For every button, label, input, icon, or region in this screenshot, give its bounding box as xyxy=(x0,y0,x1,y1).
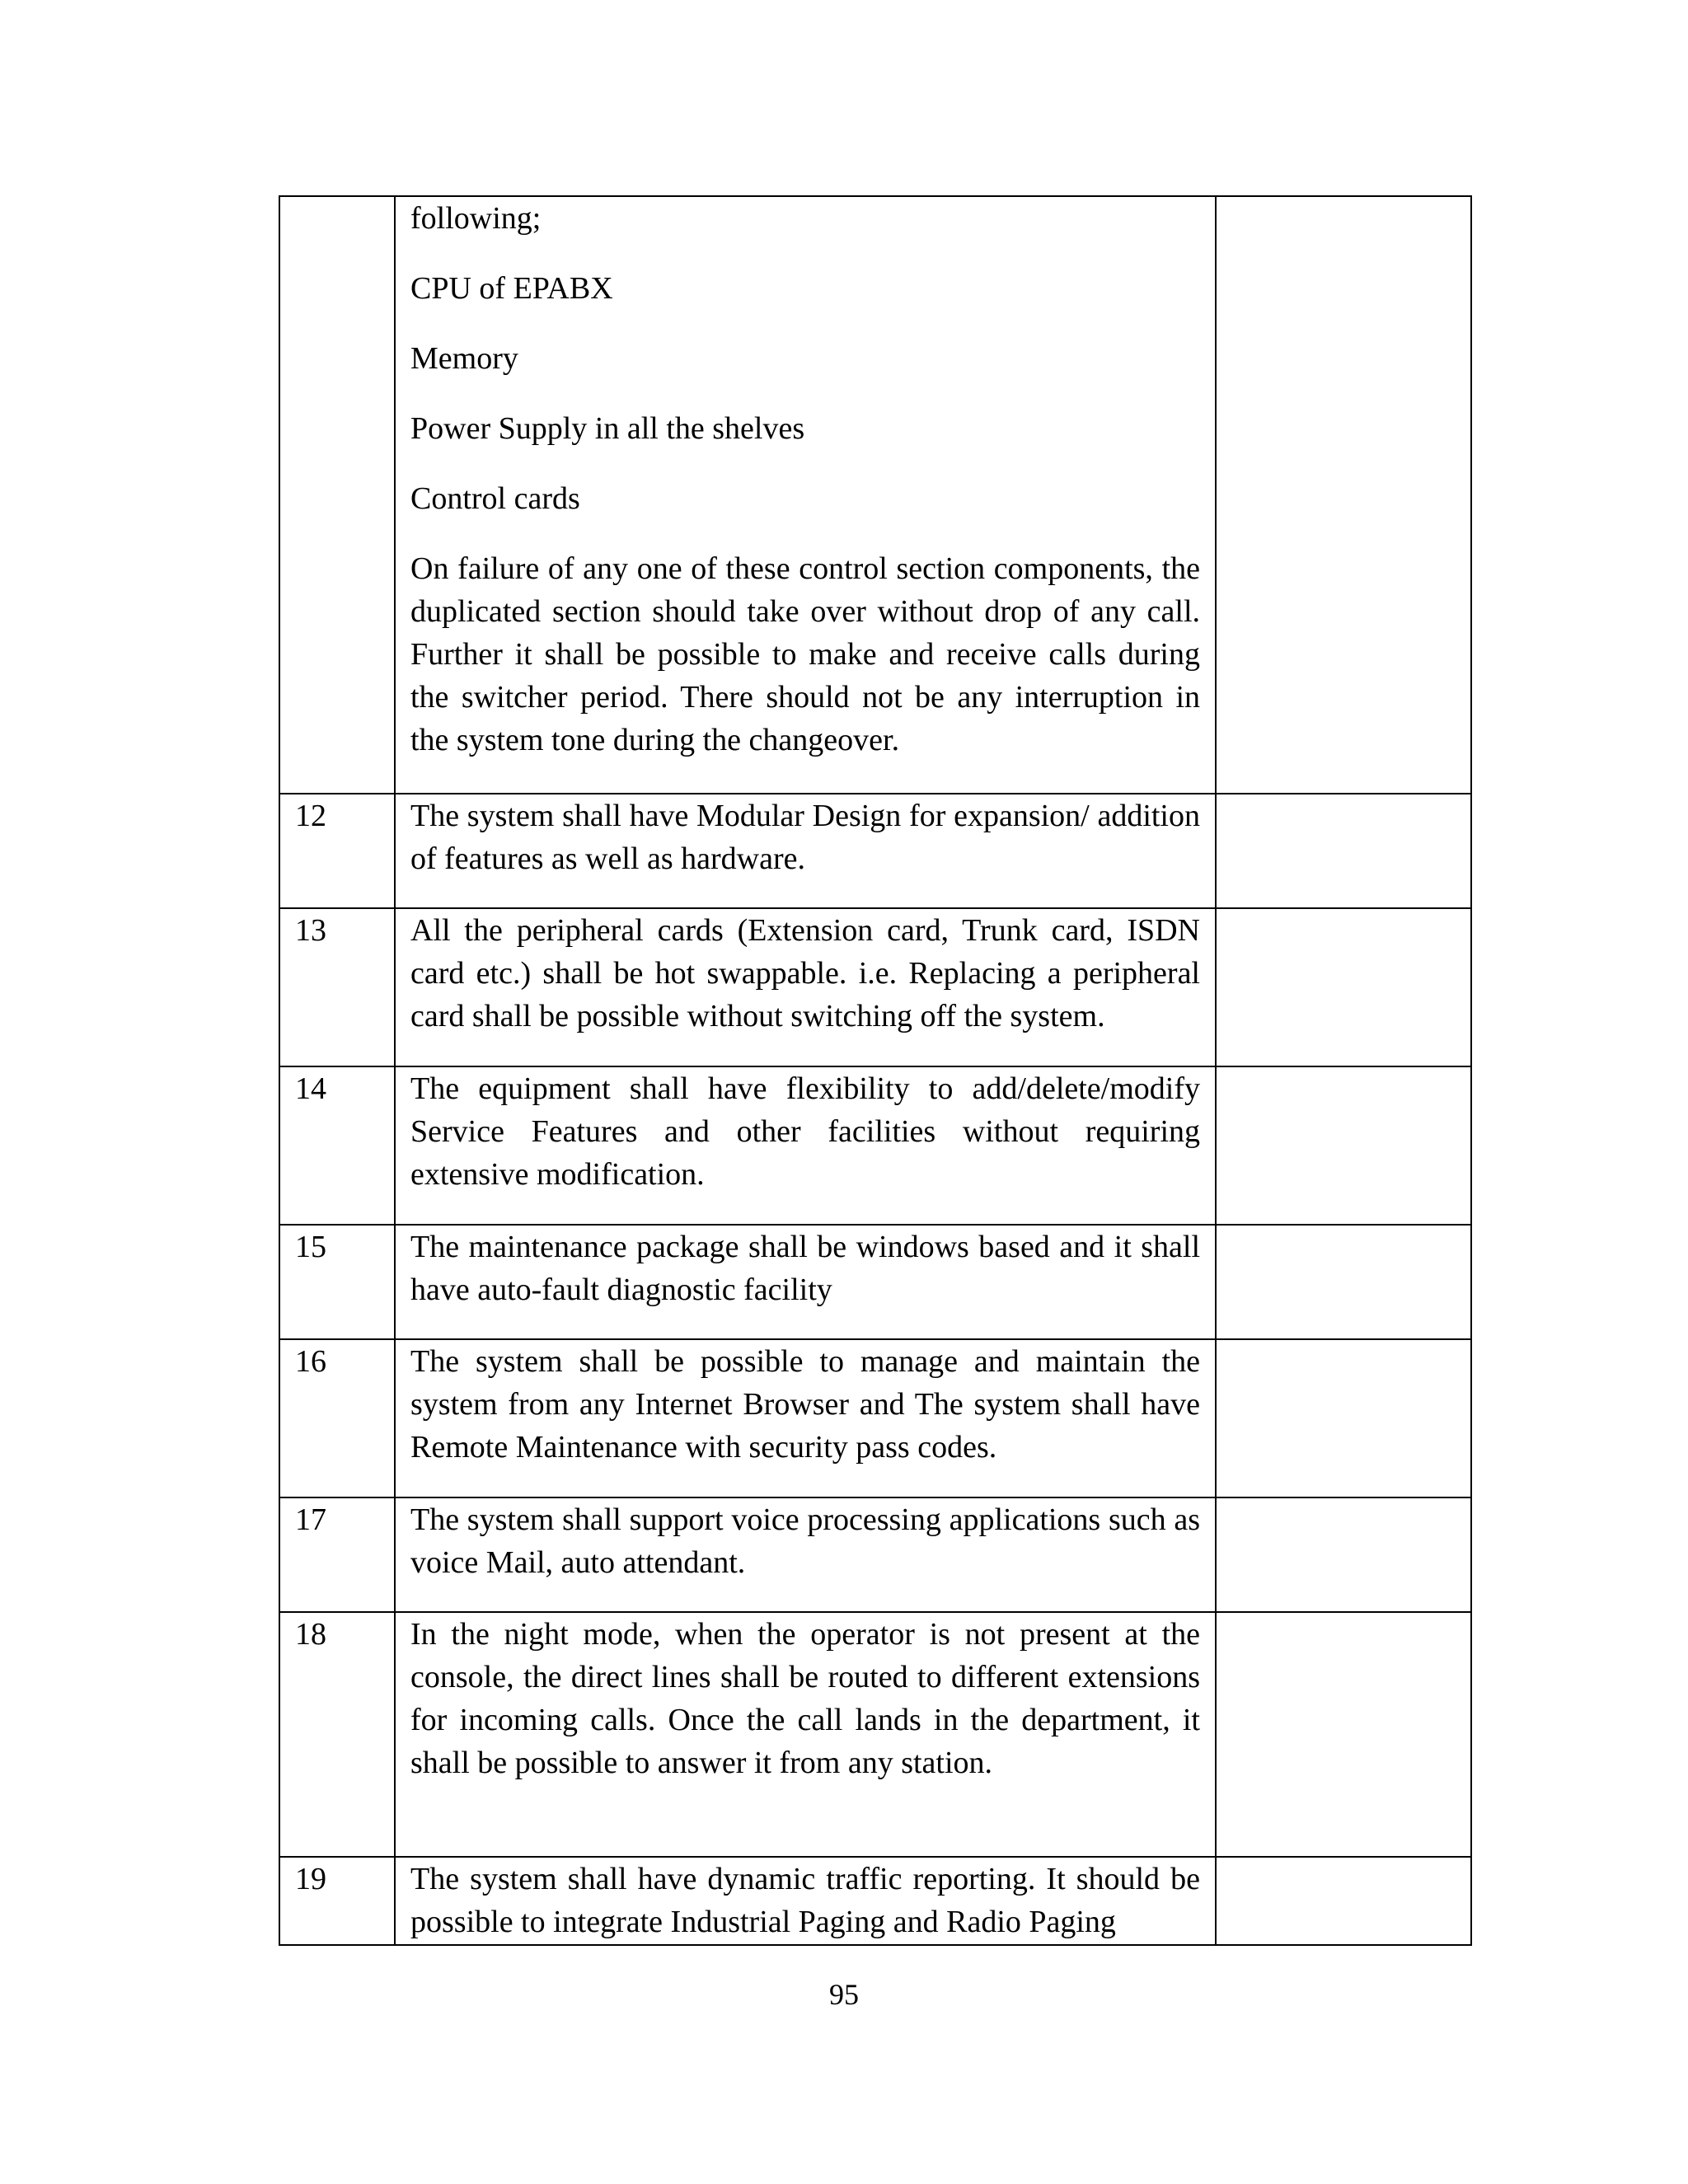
remarks-cell xyxy=(1216,1612,1471,1857)
continuation-line: Memory xyxy=(410,341,518,376)
table-row xyxy=(279,794,1471,908)
remarks-cell xyxy=(1216,1225,1471,1339)
row-number: 16 xyxy=(279,1339,395,1497)
row-number: 15 xyxy=(279,1225,395,1339)
continuation-line: Control cards xyxy=(410,481,580,516)
table-row xyxy=(279,1066,1471,1225)
page-number: 95 xyxy=(829,1978,859,2011)
table-row xyxy=(279,1339,1471,1497)
row-description: The equipment shall have flexibility to add/delete/modify Service Features and other facilities without requiring extensive modification. xyxy=(395,1066,1216,1225)
row-number: 12 xyxy=(279,794,395,908)
remarks-cell xyxy=(1216,196,1471,794)
table-row xyxy=(279,1225,1471,1339)
row-description: The maintenance package shall be windows based and it shall have auto-fault diagnostic facility xyxy=(395,1225,1216,1339)
row-description: The system shall be possible to manage and maintain the system from any Internet Browser and The system shall have Remote Maintenance with security pass codes. xyxy=(395,1339,1216,1497)
description-cell xyxy=(395,196,1216,794)
remarks-cell xyxy=(1216,1066,1471,1225)
remarks-cell xyxy=(1216,1497,1471,1612)
row-number: 19 xyxy=(279,1857,395,1945)
row-number: 14 xyxy=(279,1066,395,1225)
table-row-continuation xyxy=(279,196,1471,794)
continuation-line: following; xyxy=(410,201,542,236)
row-number: 18 xyxy=(279,1612,395,1857)
table-row xyxy=(279,908,1471,1066)
remarks-cell xyxy=(1216,794,1471,908)
row-description: The system shall have dynamic traffic reporting. It should be possible to integrate Industrial Paging and Radio Paging xyxy=(395,1857,1216,1945)
remarks-cell xyxy=(1216,1339,1471,1497)
continuation-line: CPU of EPABX xyxy=(410,271,613,306)
row-description: In the night mode, when the operator is not present at the console, the direct lines shall be routed to different extensions for incoming calls. Once the call lands in the department, it shall be possible to answer it from any station. xyxy=(395,1612,1216,1857)
row-description: The system shall support voice processing applications such as voice Mail, auto attendant. xyxy=(395,1497,1216,1612)
remarks-cell xyxy=(1216,1857,1471,1945)
row-number: 13 xyxy=(279,908,395,1066)
table-row xyxy=(279,1497,1471,1612)
specification-table xyxy=(279,195,1472,1946)
table-row xyxy=(279,1612,1471,1857)
table-row xyxy=(279,1857,1471,1945)
row-description: The system shall have Modular Design for expansion/ addition of features as well as hardware. xyxy=(395,794,1216,908)
continuation-paragraph: On failure of any one of these control section components, the duplicated section should take over without drop of any call. Further it shall be possible to make and receive calls during the switcher period. There should not be any interruption in the system tone during the changeover. xyxy=(410,551,1200,757)
remarks-cell xyxy=(1216,908,1471,1066)
continuation-line: Power Supply in all the shelves xyxy=(410,411,805,446)
row-description: All the peripheral cards (Extension card, Trunk card, ISDN card etc.) shall be hot swappable. i.e. Replacing a peripheral card shall be possible without switching off the system. xyxy=(395,908,1216,1066)
row-number: 17 xyxy=(279,1497,395,1612)
row-number-cell xyxy=(279,196,395,794)
